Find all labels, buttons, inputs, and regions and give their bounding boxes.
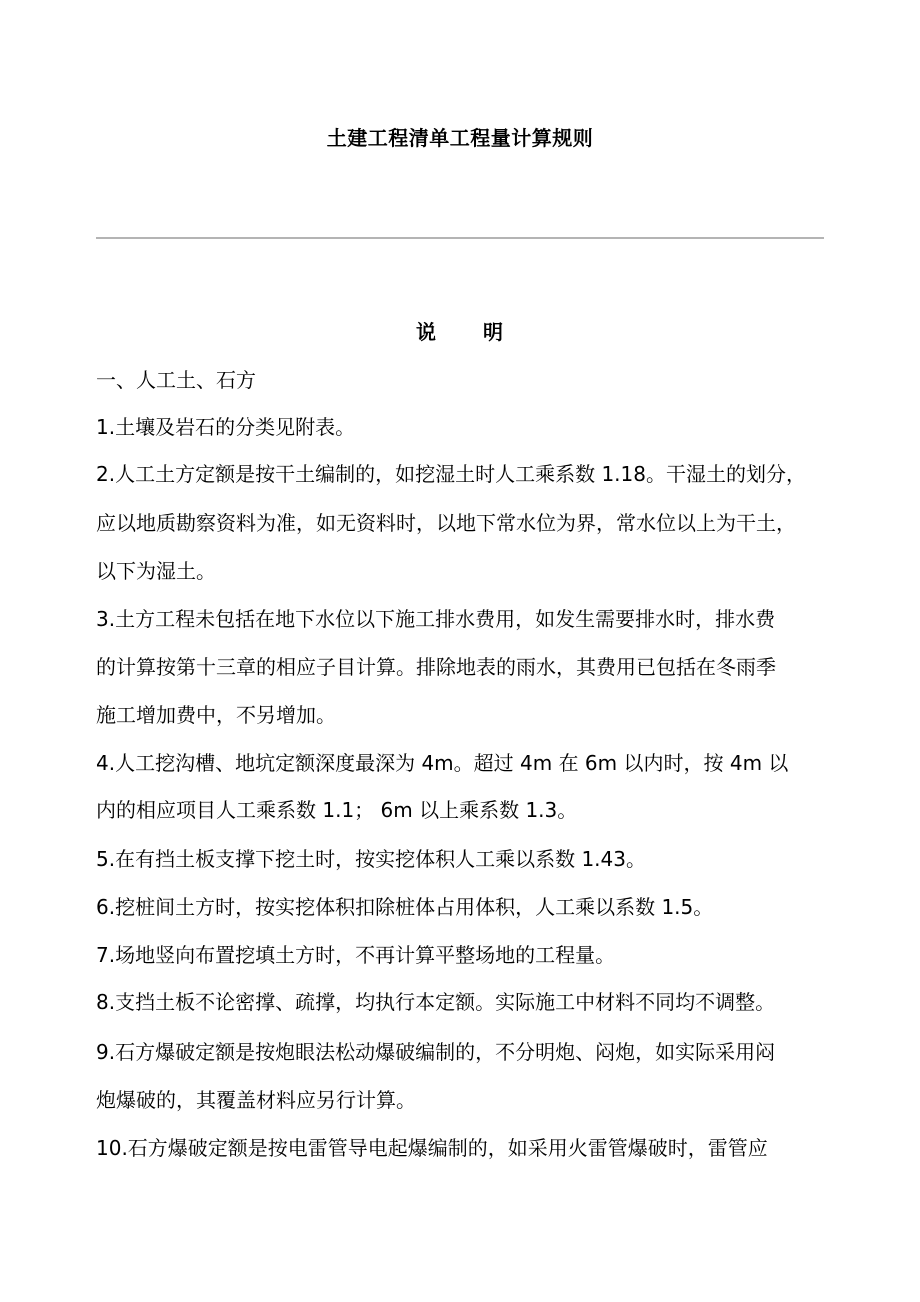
paragraph-line: 炮爆破的，其覆盖材料应另行计算。 <box>96 1088 416 1112</box>
paragraph-line: 1.土壤及岩石的分类见附表。 <box>96 415 356 439</box>
section-heading <box>0 316 920 345</box>
paragraph-line: 6.挖桩间土方时，按实挖体积扣除桩体占用体积，人工乘以系数 1.5。 <box>96 895 714 919</box>
section-heading-right: 明 <box>483 320 504 344</box>
paragraph-line: 4.人工挖沟槽、地坑定额深度最深为 4m。超过 4m 在 6m 以内时，按 4m 以 <box>96 751 789 775</box>
paragraph-line: 5.在有挡土板支撑下挖土时，按实挖体积人工乘以系数 1.43。 <box>96 847 646 871</box>
paragraph-line: 3.土方工程未包括在地下水位以下施工排水费用，如发生需要排水时，排水费 <box>96 607 776 631</box>
paragraph-line: 8.支挡土板不论密撑、疏撑，均执行本定额。实际施工中材料不同均不调整。 <box>96 990 776 1014</box>
section-heading-left: 说 <box>416 320 437 344</box>
paragraph-line: 10.石方爆破定额是按电雷管导电起爆编制的，如采用火雷管爆破时，雷管应 <box>96 1136 768 1160</box>
subsection-heading: 一、人工土、石方 <box>96 368 256 392</box>
paragraph-line: 2.人工土方定额是按干土编制的，如挖湿土时人工乘系数 1.18。干湿土的划分， <box>96 462 806 486</box>
paragraph-line: 9.石方爆破定额是按炮眼法松动爆破编制的，不分明炮、闷炮，如实际采用闷 <box>96 1040 776 1064</box>
title-divider <box>96 237 824 239</box>
paragraph-line: 施工增加费中，不另增加。 <box>96 703 336 727</box>
paragraph-line: 应以地质勘察资料为准，如无资料时，以地下常水位为界，常水位以上为干土， <box>96 511 796 535</box>
paragraph-line: 的计算按第十三章的相应子目计算。排除地表的雨水，其费用已包括在冬雨季 <box>96 655 776 679</box>
paragraph-line: 7.场地竖向布置挖填土方时，不再计算平整场地的工程量。 <box>96 943 616 967</box>
document-title: 土建工程清单工程量计算规则 <box>326 126 594 150</box>
paragraph-line: 以下为湿土。 <box>96 559 216 583</box>
paragraph-line: 内的相应项目人工乘系数 1.1； 6m 以上乘系数 1.3。 <box>96 798 578 822</box>
